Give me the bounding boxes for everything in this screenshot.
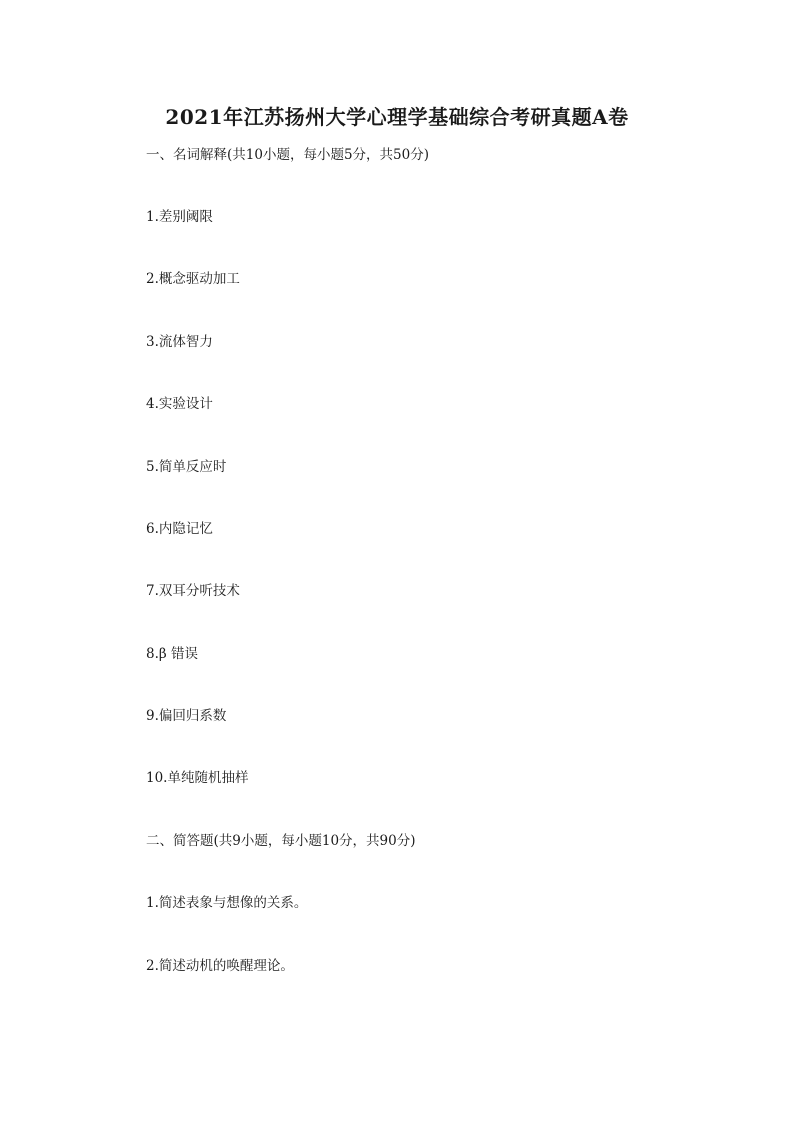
section-1-item: 10.单纯随机抽样 (146, 770, 249, 786)
section-1-item: 6.内隐记忆 (146, 521, 213, 537)
section-1-item: 5.简单反应时 (146, 459, 227, 475)
section-1-heading: 一、名词解释(共10小题，每小题5分，共50分) (146, 147, 429, 163)
section-1-item: 2.概念驱动加工 (146, 271, 240, 287)
section-1-item: 7.双耳分听技术 (146, 583, 240, 599)
section-2-heading: 二、简答题(共9小题，每小题10分，共90分) (146, 833, 416, 849)
section-2-item: 2.简述动机的唤醒理论。 (146, 958, 294, 974)
section-1-item: 9.偏回归系数 (146, 708, 227, 724)
section-1-item: 3.流体智力 (146, 334, 213, 350)
section-1-item: 8.β 错误 (146, 646, 198, 662)
document-title: 2021年江苏扬州大学心理学基础综合考研真题A卷 (165, 105, 629, 129)
section-1-item: 4.实验设计 (146, 396, 213, 412)
section-2-item: 1.简述表象与想像的关系。 (146, 895, 308, 911)
section-1-item: 1.差别阈限 (146, 209, 213, 225)
